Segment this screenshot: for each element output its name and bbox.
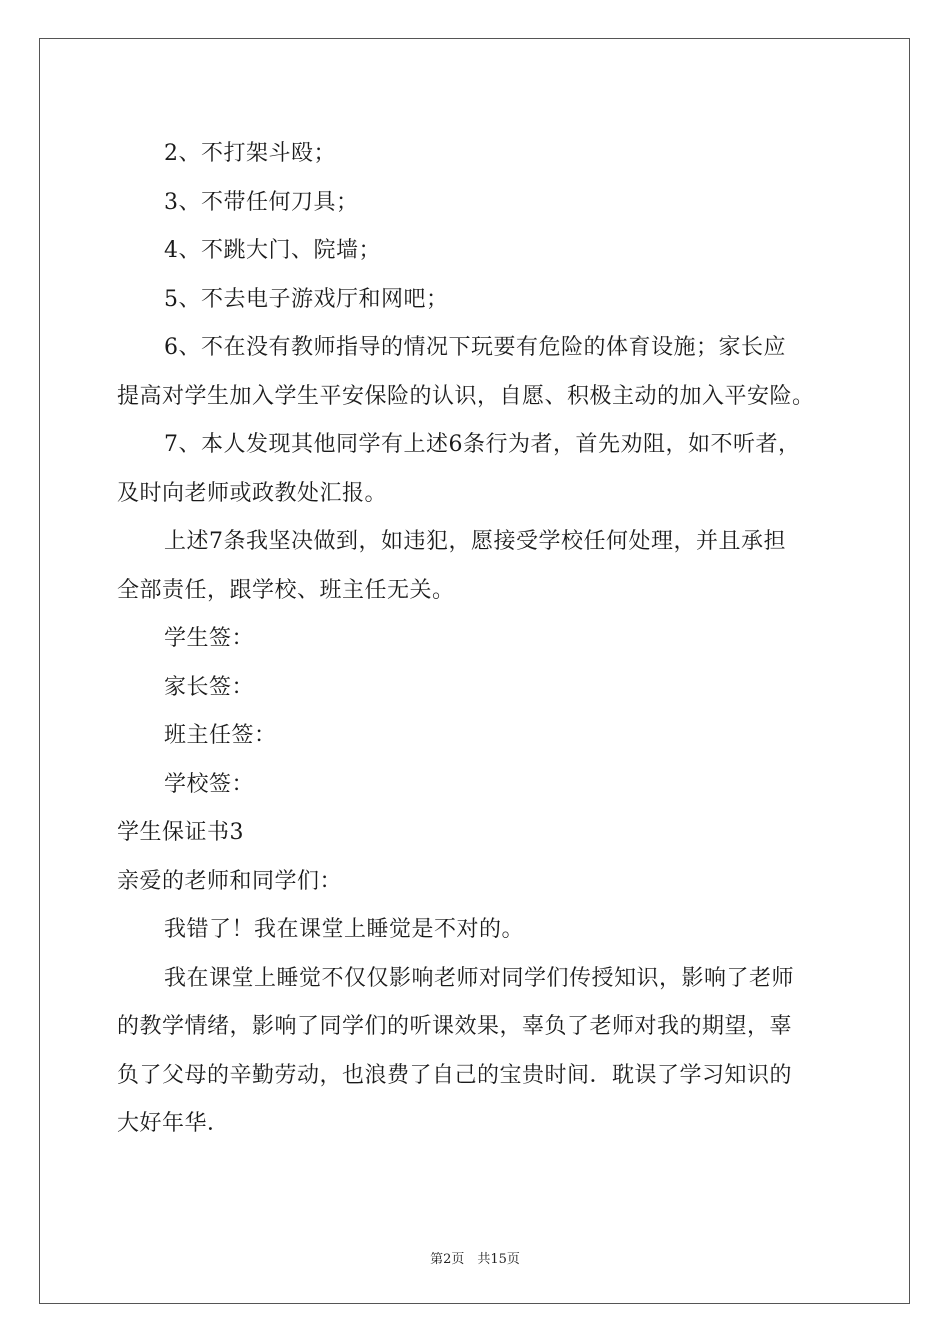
text-line: 5、不去电子游戏厅和网吧；	[164, 286, 449, 312]
signature-line-teacher: 班主任签：	[164, 723, 277, 748]
signature-line-school: 学校签：	[164, 771, 255, 797]
text-line: 我错了！我在课堂上睡觉是不对的。	[164, 917, 525, 942]
text-line: 6、不在没有教师指导的情况下玩要有危险的体育设施；家长应	[164, 335, 786, 360]
document-body	[117, 130, 857, 1149]
text-line: 7、本人发现其他同学有上述6条行为者，首先劝阻，如不听者，	[164, 432, 801, 457]
page-number-footer: 第2页 共15页	[430, 1252, 520, 1267]
salutation: 亲爱的老师和同学们：	[117, 868, 343, 894]
text-line: 4、不跳大门、院墙；	[164, 238, 381, 263]
text-line: 2、不打架斗殴；	[164, 141, 336, 166]
text-line: 提高对学生加入学生平安保险的认识，自愿、积极主动的加入平安险。	[117, 383, 815, 409]
text-line: 我在课堂上睡觉不仅仅影响老师对同学们传授知识，影响了老师	[164, 965, 795, 991]
text-line: 全部责任，跟学校、班主任无关。	[117, 577, 455, 603]
text-line: 的教学情绪，影响了同学们的听课效果，辜负了老师对我的期望，辜	[117, 1014, 793, 1039]
text-line: 上述7条我坚决做到，如违犯，愿接受学校任何处理，并且承担	[164, 529, 786, 554]
text-line: 及时向老师或政教处汇报。	[117, 480, 388, 506]
signature-line-parent: 家长签：	[164, 674, 255, 700]
text-line: 大好年华．	[117, 1111, 230, 1136]
signature-line-student: 学生签：	[164, 626, 255, 651]
text-line: 3、不带任何刀具；	[164, 189, 359, 215]
text-line: 负了父母的辛勤劳动，也浪费了自己的宝贵时间．耽误了学习知识的	[117, 1062, 793, 1088]
section-heading: 学生保证书3	[117, 820, 244, 845]
